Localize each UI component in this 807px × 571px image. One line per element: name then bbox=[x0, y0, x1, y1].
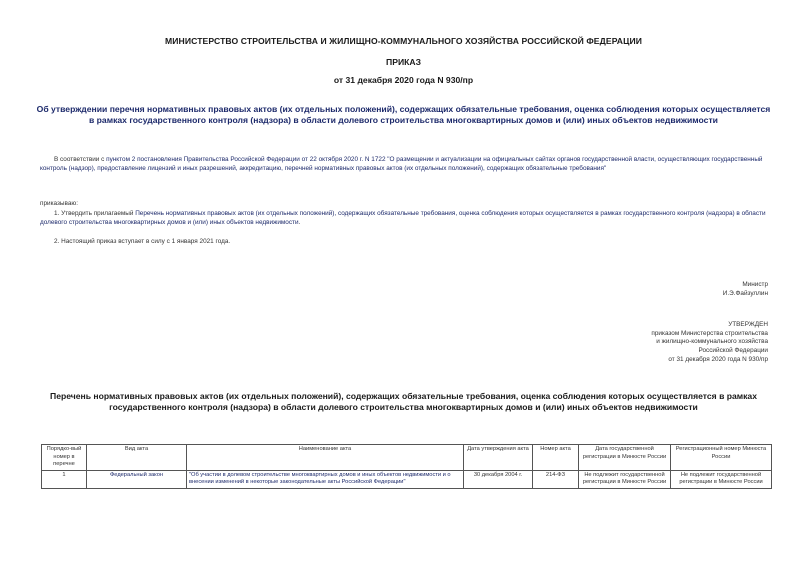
cell-kind[interactable]: Федеральный закон bbox=[87, 470, 187, 488]
col-header-act-number: Номер акта bbox=[533, 445, 579, 471]
acts-table bbox=[41, 444, 772, 489]
col-header-reg-date: Дата государственной регистрации в Минюсте России bbox=[579, 445, 671, 471]
approval-block bbox=[651, 321, 768, 365]
cell-number: 1 bbox=[42, 470, 87, 488]
cell-date: 30 декабря 2004 г. bbox=[464, 470, 533, 488]
approval-line-3: и жилищно-коммунального хозяйства bbox=[656, 338, 768, 346]
cell-name[interactable]: "Об участии в долевом строительстве многоквартирных домов и иных объектов недвижимости и о внесении изменений в некоторые законодательные акты Российской Федерации" bbox=[187, 470, 464, 488]
col-header-kind: Вид акта bbox=[87, 445, 187, 471]
signer-position: Министр bbox=[742, 281, 768, 288]
cell-reg-number: Не подлежит государственной регистрации в Минюсте России bbox=[671, 470, 772, 488]
preamble-link[interactable]: пунктом 2 постановления Правительства Российской Федерации от 22 октября 2020 г. N 1722 "О размещении и актуализации на официальных сайтах органов государственной власти, осуществляющих государственный контроль (надзор), предоставление лицензий и иных разрешений, аккредитацию, перечней нормативных правовых актов (их отдельных положений), содержащих обязательные требования" bbox=[40, 156, 763, 172]
title-prefix: Об утверждении bbox=[36, 104, 110, 114]
document-type: ПРИКАЗ bbox=[386, 57, 421, 67]
item-1-link[interactable]: Перечень нормативных правовых актов (их отдельных положений), содержащих обязательные требования, оценка соблюдения которых осуществляется в рамках государственного контроля (надзора) в области долевого строительства многоквартирных домов и (или) иных объектов недвижимости bbox=[40, 210, 766, 226]
order-word: приказываю: bbox=[40, 200, 78, 207]
approval-line-2: приказом Министерства строительства bbox=[651, 329, 768, 337]
col-header-reg-number: Регистрационный номер Минюста России bbox=[671, 445, 772, 471]
ministry-name: МИНИСТЕРСТВО СТРОИТЕЛЬСТВА И ЖИЛИЩНО-КОММУНАЛЬНОГО ХОЗЯЙСТВА РОССИЙСКОЙ ФЕДЕРАЦИИ bbox=[164, 36, 643, 46]
cell-reg-date: Не подлежит государственной регистрации в Минюсте России bbox=[579, 470, 671, 488]
item-1-paragraph bbox=[40, 210, 770, 227]
document-date: от 31 декабря 2020 года N 930/пр bbox=[333, 75, 474, 85]
approval-line-5: от 31 декабря 2020 года N 930/пр bbox=[668, 355, 768, 363]
document-title bbox=[36, 104, 771, 126]
list-title: Перечень нормативных правовых актов (их отдельных положений), содержащих обязательные требования, оценка соблюдения которых осуществляется в рамках государственного контроля (надзора) в области долевого строительства многоквартирных домов и (или) иных объектов недвижимости bbox=[50, 391, 757, 412]
item-2-paragraph: 2. Настоящий приказ вступает в силу с 1 января 2021 года. bbox=[54, 238, 231, 245]
col-header-date: Дата утверждения акта bbox=[464, 445, 533, 471]
table-header-row bbox=[42, 445, 772, 471]
table-row bbox=[42, 470, 772, 488]
title-link[interactable]: перечня нормативных правовых актов (их отдельных положений), содержащих обязательные требования, оценка соблюдения которых осуществляется в рамках государственного контроля (надзора) в области долевого строительства многоквартирных домов и (или) иных объектов недвижимости bbox=[89, 104, 771, 125]
col-header-name: Наименование акта bbox=[187, 445, 464, 471]
signer-name: И.Э.Файзуллин bbox=[722, 289, 768, 297]
item-1-prefix: 1. Утвердить прилагаемый bbox=[54, 210, 136, 217]
signature-block bbox=[723, 281, 768, 298]
approval-line-1: УТВЕРЖДЕН bbox=[728, 321, 768, 328]
approval-line-4: Российской Федерации bbox=[698, 347, 768, 355]
item-1-suffix: . bbox=[298, 218, 301, 226]
cell-act-number: 214-ФЗ bbox=[533, 470, 579, 488]
col-header-number: Порядко-вый номер в перечне bbox=[42, 445, 87, 471]
preamble-prefix: В соответствии с bbox=[54, 156, 107, 163]
preamble-paragraph bbox=[40, 156, 774, 173]
